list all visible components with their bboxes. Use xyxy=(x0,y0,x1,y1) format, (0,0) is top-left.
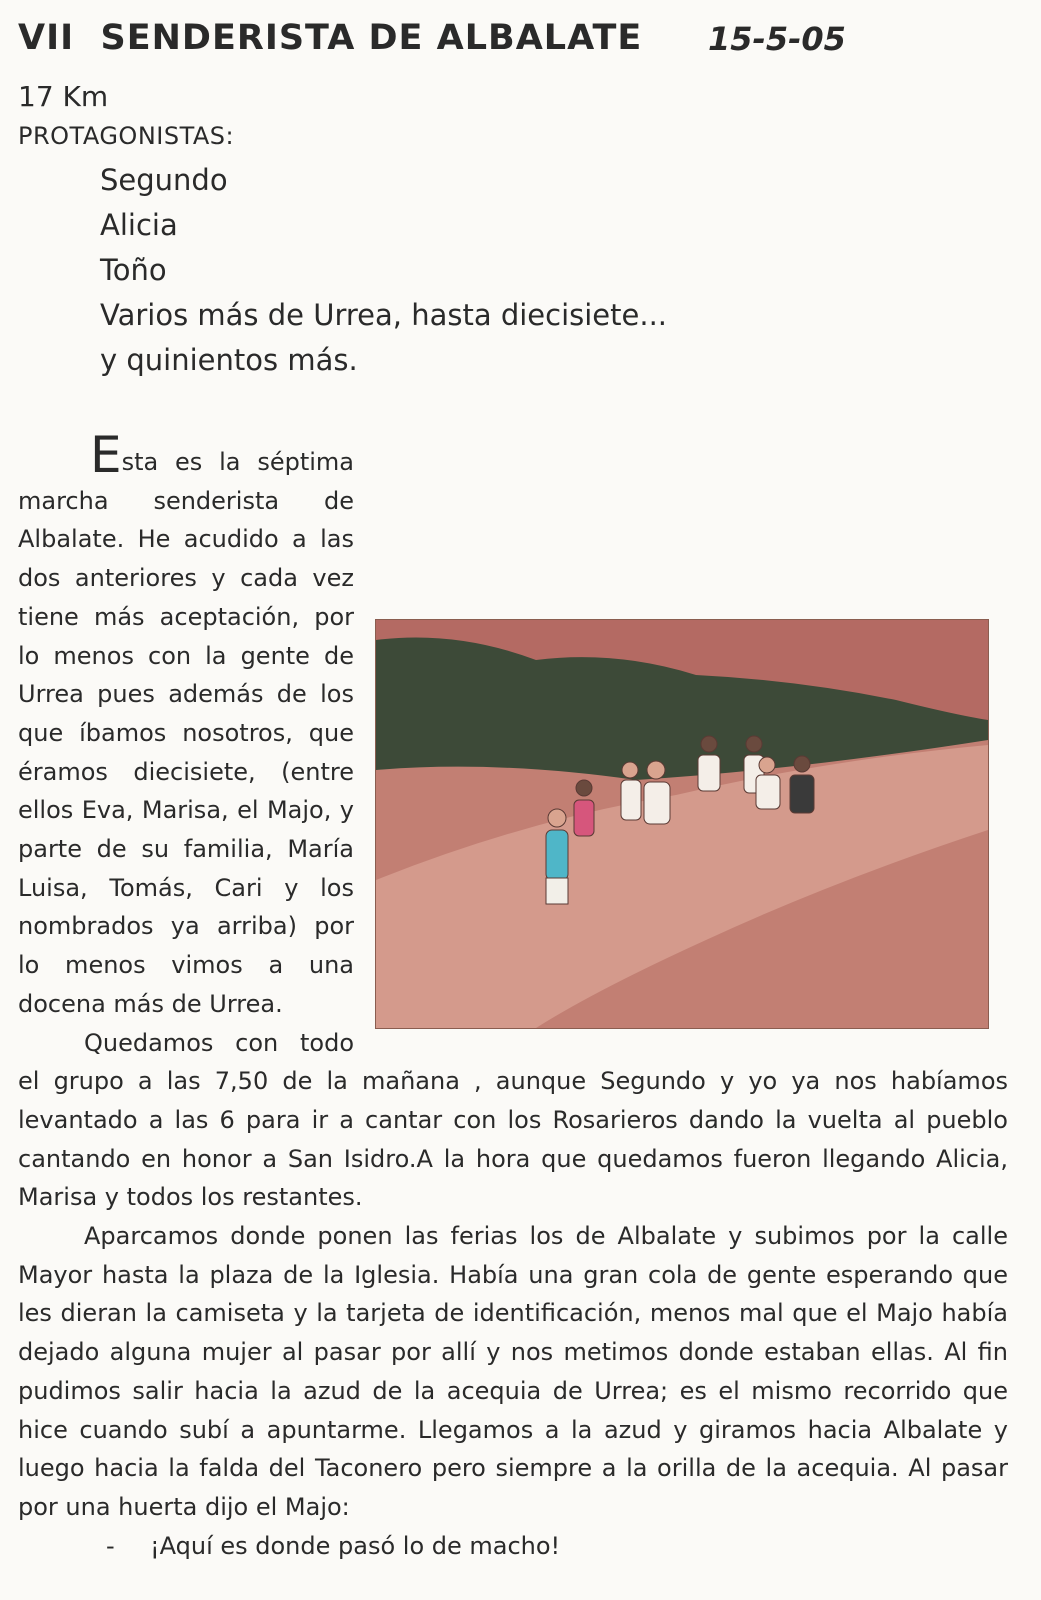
protagonist-item: Toño xyxy=(100,253,167,287)
protagonist-item: Alicia xyxy=(100,208,178,242)
dialog-line: - ¡Aquí es donde pasó lo de macho! xyxy=(106,1527,1008,1566)
protagonist-item: Varios más de Urrea, hasta diecisiete... xyxy=(100,298,668,332)
dialog-list xyxy=(18,1527,1008,1566)
protagonist-item: y quinientos más. xyxy=(100,343,358,377)
protagonist-item: Segundo xyxy=(100,163,228,197)
distance-label: 17 Km xyxy=(18,80,109,113)
hikers-photo xyxy=(376,620,988,1028)
paragraph-3: Aparcamos donde ponen las ferias los de Albalate y subimos por la calle Mayor hasta la plaza de la Iglesia. Había una gran cola de gente esperando que les dieran la camiseta y la tarjeta de identificación, menos mal que el Majo había dejado alguna mujer al pasar por allí y nos metimos donde estaban ellas. Al fin pudimos salir hacia la azud de la acequia de Urrea; es el mismo recorrido que hice cuando subí a apuntarme. Llegamos a la azud y giramos hacia Albalate y luego hacia la falda del Taconero pero siempre a la orilla de la acequia. Al pasar por una huerta dijo el Majo: xyxy=(18,1222,1008,1521)
drop-cap: E xyxy=(90,426,122,484)
hikers-photo-image xyxy=(376,620,988,1028)
paragraph-1-text: sta es la séptima marcha senderista de Albalate. He acudido a las dos anteriores y cada vez tiene más aceptación, por lo menos con la gente de Urrea pues además de los que íbamos nosotros, que éramos diecisiete, (entre ellos Eva, Marisa, el Majo, y parte de su familia, María Luisa, Tomás, Cari y los nombrados ya arriba) por lo menos vimos a una docena más de Urrea. xyxy=(18,448,354,1018)
page-date: 15-5-05 xyxy=(708,20,846,58)
paragraph-2: Quedamos con todo el grupo a las 7,50 de la mañana , aunque Segundo y yo ya nos habíamos levantado a las 6 para ir a cantar con los Rosarieros dando la vuelta al pueblo cantando en honor a San Isidro.A la hora que quedamos fueron llegando Alicia, Marisa y todos los restantes. xyxy=(18,1028,1008,1212)
page-title: VII SENDERISTA DE ALBALATE xyxy=(18,18,643,58)
header xyxy=(18,18,1018,66)
protagonists-heading: PROTAGONISTAS: xyxy=(18,122,235,150)
protagonists-list xyxy=(100,160,667,385)
